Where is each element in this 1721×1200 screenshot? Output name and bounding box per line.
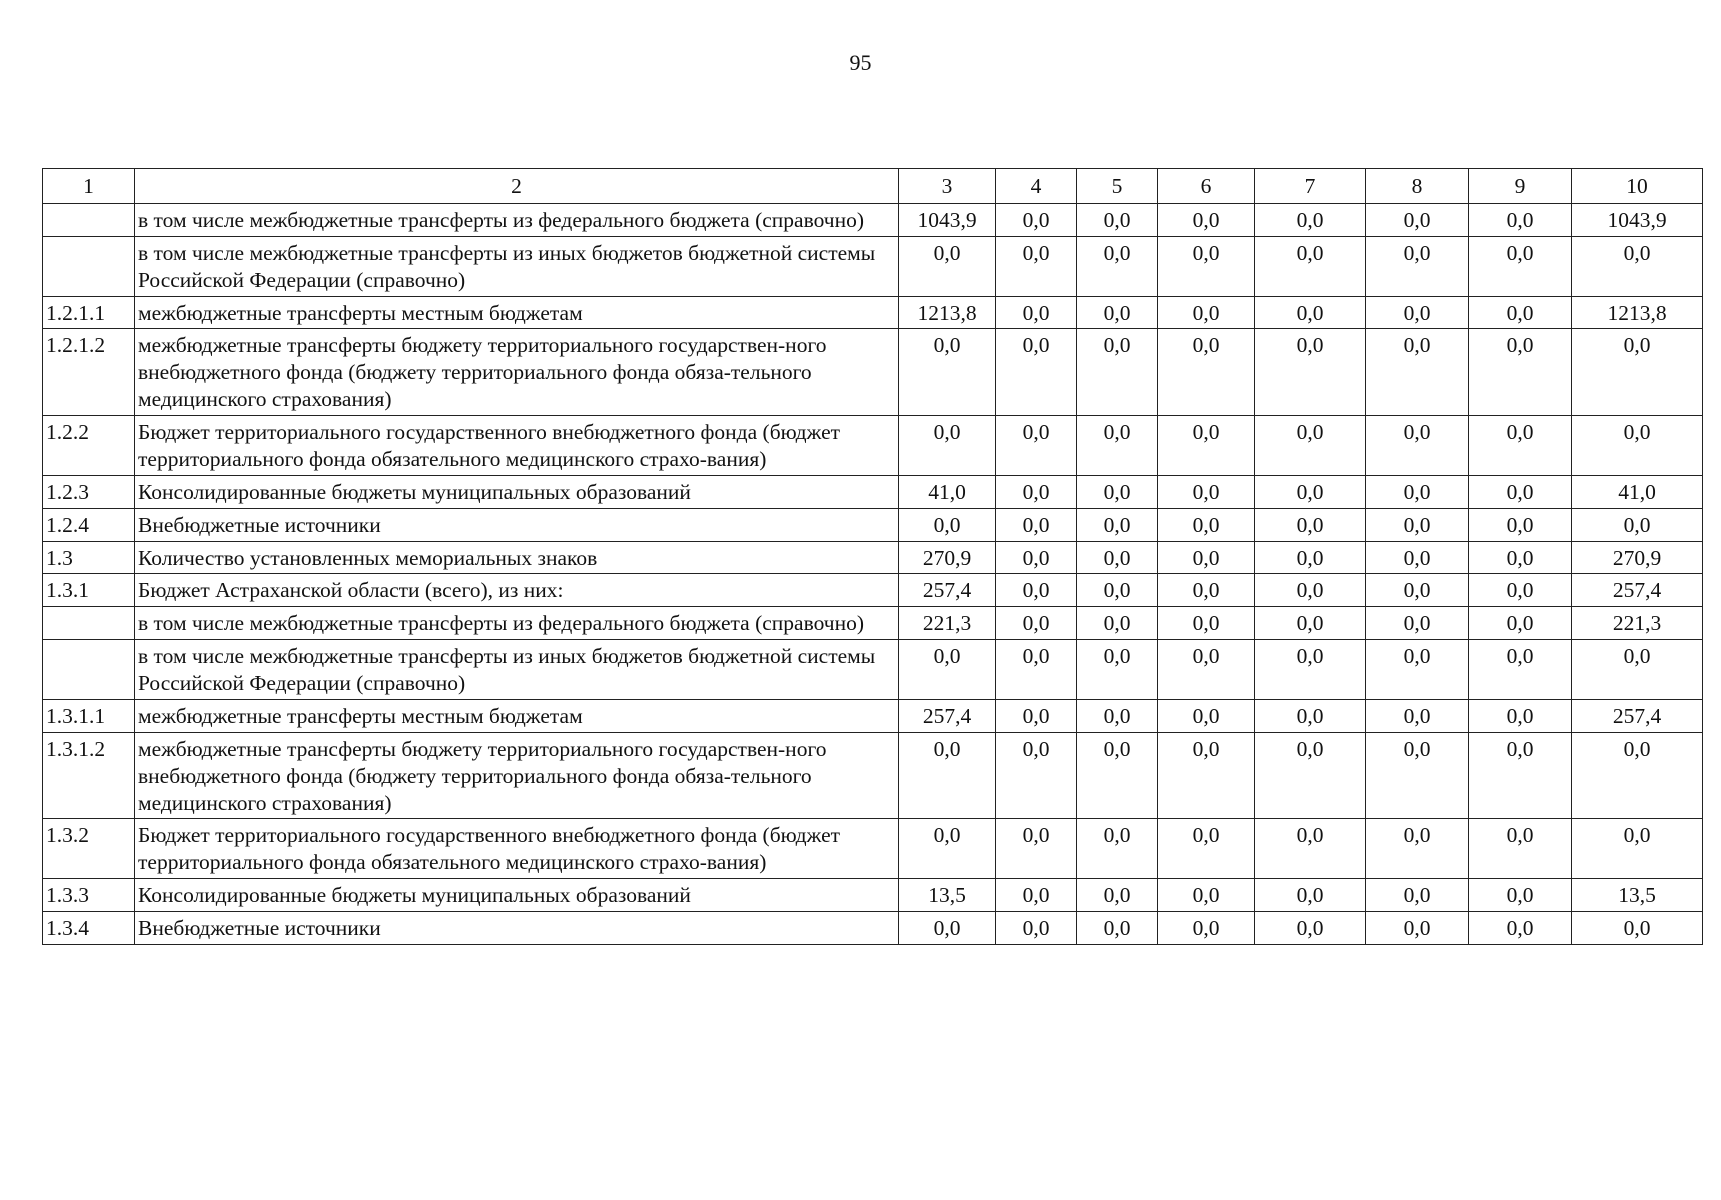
value-cell: 0,0 [1469, 819, 1572, 879]
value-cell: 0,0 [1572, 329, 1703, 416]
value-cell: 0,0 [1366, 475, 1469, 508]
row-description: межбюджетные трансферты бюджету территориального государствен-ного внебюджетного фонда (бюджету территориального фонда обяза-тельного медицинского страхования) [135, 329, 899, 416]
value-cell: 0,0 [1366, 203, 1469, 236]
value-cell: 257,4 [1572, 699, 1703, 732]
value-cell: 0,0 [1158, 699, 1255, 732]
row-code [43, 236, 135, 296]
value-cell: 0,0 [899, 819, 996, 879]
column-header: 6 [1158, 169, 1255, 204]
value-cell: 0,0 [1366, 329, 1469, 416]
value-cell: 0,0 [1158, 329, 1255, 416]
value-cell: 221,3 [1572, 607, 1703, 640]
value-cell: 0,0 [1572, 508, 1703, 541]
row-description: межбюджетные трансферты бюджету территориального государствен-ного внебюджетного фонда (бюджету территориального фонда обяза-тельного медицинского страхования) [135, 732, 899, 819]
value-cell: 0,0 [1255, 574, 1366, 607]
table-row [43, 203, 1703, 236]
value-cell: 0,0 [1469, 640, 1572, 700]
value-cell: 0,0 [1077, 699, 1158, 732]
value-cell: 0,0 [1158, 819, 1255, 879]
table-row [43, 296, 1703, 329]
value-cell: 13,5 [899, 879, 996, 912]
value-cell: 0,0 [1469, 607, 1572, 640]
column-header: 8 [1366, 169, 1469, 204]
value-cell: 0,0 [1077, 329, 1158, 416]
row-code: 1.2.4 [43, 508, 135, 541]
value-cell: 0,0 [1158, 296, 1255, 329]
column-header: 2 [135, 169, 899, 204]
value-cell: 0,0 [1077, 607, 1158, 640]
table-row [43, 732, 1703, 819]
row-code [43, 607, 135, 640]
value-cell: 0,0 [996, 879, 1077, 912]
value-cell: 0,0 [1077, 819, 1158, 879]
value-cell: 0,0 [1158, 912, 1255, 945]
value-cell: 0,0 [1366, 699, 1469, 732]
row-description: Консолидированные бюджеты муниципальных образований [135, 475, 899, 508]
value-cell: 0,0 [1077, 640, 1158, 700]
value-cell: 0,0 [1158, 574, 1255, 607]
value-cell: 0,0 [1469, 879, 1572, 912]
value-cell: 0,0 [996, 732, 1077, 819]
budget-table [42, 168, 1703, 945]
value-cell: 0,0 [996, 203, 1077, 236]
value-cell: 0,0 [899, 640, 996, 700]
value-cell: 0,0 [1255, 508, 1366, 541]
value-cell: 1043,9 [1572, 203, 1703, 236]
value-cell: 0,0 [1255, 640, 1366, 700]
value-cell: 0,0 [996, 699, 1077, 732]
row-description: межбюджетные трансферты местным бюджетам [135, 699, 899, 732]
value-cell: 0,0 [1469, 329, 1572, 416]
value-cell: 0,0 [1255, 699, 1366, 732]
value-cell: 0,0 [1077, 732, 1158, 819]
value-cell: 0,0 [899, 912, 996, 945]
row-code: 1.3.2 [43, 819, 135, 879]
table-row [43, 574, 1703, 607]
value-cell: 0,0 [1158, 879, 1255, 912]
row-code: 1.2.2 [43, 416, 135, 476]
value-cell: 0,0 [996, 296, 1077, 329]
value-cell: 0,0 [1469, 574, 1572, 607]
value-cell: 0,0 [1469, 699, 1572, 732]
value-cell: 270,9 [1572, 541, 1703, 574]
value-cell: 0,0 [1158, 541, 1255, 574]
value-cell: 0,0 [1255, 236, 1366, 296]
row-description: Бюджет Астраханской области (всего), из них: [135, 574, 899, 607]
value-cell: 41,0 [1572, 475, 1703, 508]
value-cell: 0,0 [1572, 236, 1703, 296]
value-cell: 0,0 [1572, 819, 1703, 879]
table-row [43, 541, 1703, 574]
row-description: в том числе межбюджетные трансферты из иных бюджетов бюджетной системы Российской Федерации (справочно) [135, 236, 899, 296]
value-cell: 0,0 [1469, 541, 1572, 574]
value-cell: 0,0 [899, 508, 996, 541]
table-row [43, 416, 1703, 476]
value-cell: 0,0 [1158, 203, 1255, 236]
value-cell: 0,0 [996, 329, 1077, 416]
value-cell: 0,0 [1366, 236, 1469, 296]
value-cell: 0,0 [996, 912, 1077, 945]
value-cell: 0,0 [1158, 640, 1255, 700]
column-header: 4 [996, 169, 1077, 204]
value-cell: 0,0 [1366, 912, 1469, 945]
table-row [43, 699, 1703, 732]
value-cell: 0,0 [1077, 574, 1158, 607]
value-cell: 0,0 [1469, 912, 1572, 945]
table-row [43, 879, 1703, 912]
value-cell: 0,0 [1158, 607, 1255, 640]
value-cell: 1213,8 [899, 296, 996, 329]
value-cell: 0,0 [1366, 819, 1469, 879]
row-code: 1.2.1.2 [43, 329, 135, 416]
value-cell: 0,0 [899, 329, 996, 416]
value-cell: 0,0 [1158, 508, 1255, 541]
value-cell: 0,0 [1077, 508, 1158, 541]
column-header: 3 [899, 169, 996, 204]
table-row [43, 475, 1703, 508]
value-cell: 257,4 [899, 574, 996, 607]
row-description: Внебюджетные источники [135, 508, 899, 541]
value-cell: 0,0 [1158, 416, 1255, 476]
table-row [43, 508, 1703, 541]
row-code: 1.2.3 [43, 475, 135, 508]
value-cell: 0,0 [1366, 416, 1469, 476]
row-code: 1.3.1.1 [43, 699, 135, 732]
value-cell: 0,0 [996, 416, 1077, 476]
value-cell: 0,0 [1158, 732, 1255, 819]
column-header: 7 [1255, 169, 1366, 204]
value-cell: 0,0 [996, 574, 1077, 607]
row-description: Консолидированные бюджеты муниципальных образований [135, 879, 899, 912]
value-cell: 0,0 [1469, 732, 1572, 819]
value-cell: 0,0 [1077, 236, 1158, 296]
table-row [43, 819, 1703, 879]
value-cell: 0,0 [1255, 416, 1366, 476]
value-cell: 0,0 [1255, 203, 1366, 236]
value-cell: 0,0 [1077, 879, 1158, 912]
table-header-row [43, 169, 1703, 204]
row-description: Количество установленных мемориальных знаков [135, 541, 899, 574]
value-cell: 0,0 [1255, 607, 1366, 640]
value-cell: 41,0 [899, 475, 996, 508]
value-cell: 270,9 [899, 541, 996, 574]
column-header: 9 [1469, 169, 1572, 204]
value-cell: 0,0 [899, 732, 996, 819]
row-code [43, 203, 135, 236]
column-header: 1 [43, 169, 135, 204]
table-body [43, 203, 1703, 944]
value-cell: 0,0 [1469, 475, 1572, 508]
row-code [43, 640, 135, 700]
value-cell: 0,0 [1158, 236, 1255, 296]
value-cell: 0,0 [1572, 416, 1703, 476]
value-cell: 0,0 [1572, 732, 1703, 819]
row-code: 1.3.3 [43, 879, 135, 912]
value-cell: 0,0 [1255, 329, 1366, 416]
value-cell: 0,0 [996, 541, 1077, 574]
row-code: 1.3 [43, 541, 135, 574]
value-cell: 0,0 [1366, 640, 1469, 700]
value-cell: 13,5 [1572, 879, 1703, 912]
value-cell: 0,0 [996, 475, 1077, 508]
value-cell: 0,0 [1469, 236, 1572, 296]
value-cell: 0,0 [1077, 296, 1158, 329]
value-cell: 257,4 [1572, 574, 1703, 607]
row-description: Бюджет территориального государственного внебюджетного фонда (бюджет территориального фонда обязательного медицинского страхо-вания) [135, 819, 899, 879]
value-cell: 0,0 [1366, 879, 1469, 912]
value-cell: 0,0 [899, 416, 996, 476]
value-cell: 221,3 [899, 607, 996, 640]
value-cell: 0,0 [1255, 912, 1366, 945]
table-row [43, 640, 1703, 700]
value-cell: 0,0 [1077, 203, 1158, 236]
column-header: 5 [1077, 169, 1158, 204]
value-cell: 0,0 [1077, 541, 1158, 574]
value-cell: 0,0 [1077, 912, 1158, 945]
row-description: в том числе межбюджетные трансферты из федерального бюджета (справочно) [135, 607, 899, 640]
value-cell: 0,0 [1469, 508, 1572, 541]
value-cell: 1213,8 [1572, 296, 1703, 329]
value-cell: 0,0 [899, 236, 996, 296]
value-cell: 0,0 [1255, 732, 1366, 819]
table-row [43, 236, 1703, 296]
table-row [43, 912, 1703, 945]
table-row [43, 329, 1703, 416]
value-cell: 0,0 [1255, 819, 1366, 879]
value-cell: 0,0 [1255, 879, 1366, 912]
value-cell: 0,0 [1366, 607, 1469, 640]
value-cell: 0,0 [1077, 416, 1158, 476]
value-cell: 0,0 [996, 508, 1077, 541]
value-cell: 0,0 [996, 236, 1077, 296]
row-description: Бюджет территориального государственного внебюджетного фонда (бюджет территориального фонда обязательного медицинского страхо-вания) [135, 416, 899, 476]
value-cell: 0,0 [1366, 541, 1469, 574]
value-cell: 0,0 [1158, 475, 1255, 508]
row-code: 1.3.1.2 [43, 732, 135, 819]
value-cell: 0,0 [1366, 508, 1469, 541]
row-code: 1.3.4 [43, 912, 135, 945]
column-header: 10 [1572, 169, 1703, 204]
value-cell: 0,0 [1255, 296, 1366, 329]
value-cell: 0,0 [1469, 296, 1572, 329]
value-cell: 0,0 [1077, 475, 1158, 508]
row-description: Внебюджетные источники [135, 912, 899, 945]
value-cell: 0,0 [1366, 732, 1469, 819]
table-row [43, 607, 1703, 640]
row-description: в том числе межбюджетные трансферты из федерального бюджета (справочно) [135, 203, 899, 236]
row-description: в том числе межбюджетные трансферты из иных бюджетов бюджетной системы Российской Федерации (справочно) [135, 640, 899, 700]
value-cell: 0,0 [1572, 640, 1703, 700]
value-cell: 0,0 [1572, 912, 1703, 945]
value-cell: 0,0 [1255, 475, 1366, 508]
value-cell: 257,4 [899, 699, 996, 732]
value-cell: 0,0 [1469, 203, 1572, 236]
page-number: 95 [849, 50, 872, 75]
value-cell: 0,0 [1366, 296, 1469, 329]
value-cell: 0,0 [996, 607, 1077, 640]
value-cell: 0,0 [1469, 416, 1572, 476]
row-description: межбюджетные трансферты местным бюджетам [135, 296, 899, 329]
value-cell: 0,0 [1255, 541, 1366, 574]
row-code: 1.3.1 [43, 574, 135, 607]
value-cell: 1043,9 [899, 203, 996, 236]
row-code: 1.2.1.1 [43, 296, 135, 329]
value-cell: 0,0 [996, 819, 1077, 879]
value-cell: 0,0 [1366, 574, 1469, 607]
value-cell: 0,0 [996, 640, 1077, 700]
